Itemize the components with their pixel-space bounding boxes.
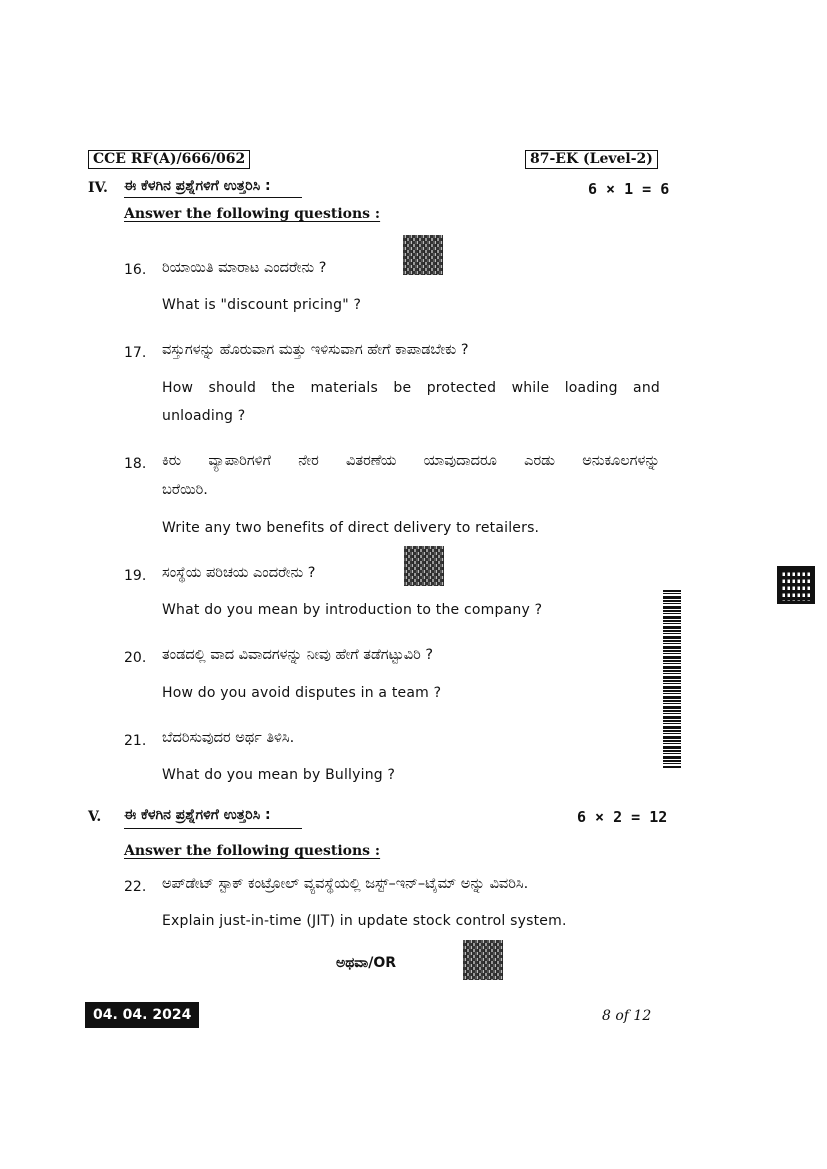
section-v-marks: 6 × 2 = 12 (577, 808, 668, 826)
page-number: 8 of 12 (602, 1008, 652, 1024)
qr-code-icon (777, 566, 815, 604)
scan-pattern-icon (404, 546, 444, 586)
question-text-en: Explain just-in-time (JIT) in update stock control system. (162, 913, 567, 929)
question-number: 19. (124, 568, 147, 584)
section-v-number: V. (88, 809, 102, 825)
question-text-en: What do you mean by Bullying ? (162, 767, 396, 783)
question-number: 22. (124, 879, 147, 895)
barcode-icon (663, 590, 681, 768)
question-number: 20. (124, 650, 147, 666)
question-text-kn: ಕಿರು ವ್ಯಾಪಾರಿಗಳಿಗೆ ನೇರ ವಿತರಣೆಯ ಯಾವುದಾದರೂ ಎರಡು ಅನುಕೂಲಗಳನ್ನು (162, 453, 660, 469)
scan-pattern-icon (403, 235, 443, 275)
question-text-kn: ಸಂಸ್ಥೆಯ ಪರಿಚಯ ಎಂದರೇನು ? (162, 565, 316, 581)
question-text-en: How should the materials be protected while loading and (162, 380, 660, 396)
section-iv-marks: 6 × 1 = 6 (588, 180, 670, 198)
or-separator: ಅಥವಾ/OR (336, 955, 396, 971)
scan-pattern-icon (463, 940, 503, 980)
question-text-en-continued: unloading ? (162, 408, 246, 424)
question-text-kn: ತಂಡದಲ್ಲಿ ವಾದ ವಿವಾದಗಳನ್ನು ನೀವು ಹೇಗೆ ತಡೆಗಟ್ಟುವಿರಿ ? (162, 647, 434, 663)
question-text-kn: ವಸ್ತುಗಳನ್ನು ಹೊರುವಾಗ ಮತ್ತು ಇಳಿಸುವಾಗ ಹೇಗೆ ಕಾಪಾಡಬೇಕು ? (162, 342, 469, 358)
question-text-en: What do you mean by introduction to the company ? (162, 602, 543, 618)
section-iv-title-en: Answer the following questions : (124, 206, 381, 222)
exam-date-badge: 04. 04. 2024 (85, 1002, 199, 1028)
question-text-kn-continued: ಬರೆಯಿರಿ. (162, 482, 208, 498)
question-text-kn: ಬೆದರಿಸುವುದರ ಅರ್ಥ ತಿಳಿಸಿ. (162, 730, 295, 746)
paper-code-right: 87-EK (Level-2) (525, 150, 658, 169)
question-text-en: What is "discount pricing" ? (162, 297, 362, 313)
paper-code-left: CCE RF(A)/666/062 (88, 150, 250, 169)
question-text-en: Write any two benefits of direct delivery to retailers. (162, 520, 540, 536)
question-text-kn: ಅಪ್‌ಡೇಟ್ ಸ್ಟಾಕ್ ಕಂಟ್ರೋಲ್ ವ್ಯವಸ್ಥೆಯಲ್ಲಿ ಜಸ್ಟ್–ಇನ್–ಟೈಮ್ ಅನ್ನು ವಿವರಿಸಿ. (162, 876, 529, 892)
section-v-title-en: Answer the following questions : (124, 843, 381, 859)
question-number: 18. (124, 456, 147, 472)
question-text-en: How do you avoid disputes in a team ? (162, 685, 442, 701)
section-v-title-kn: ಈ ಕೆಳಗಿನ ಪ್ರಶ್ನೆಗಳಿಗೆ ಉತ್ತರಿಸಿ : (124, 807, 302, 829)
section-iv-number: IV. (88, 180, 108, 196)
question-number: 17. (124, 345, 147, 361)
question-text-kn: ರಿಯಾಯಿತಿ ಮಾರಾಟ ಎಂದರೇನು ? (162, 260, 327, 276)
question-number: 21. (124, 733, 147, 749)
section-iv-title-kn: ಈ ಕೆಳಗಿನ ಪ್ರಶ್ನೆಗಳಿಗೆ ಉತ್ತರಿಸಿ : (124, 178, 302, 198)
question-number: 16. (124, 262, 147, 278)
